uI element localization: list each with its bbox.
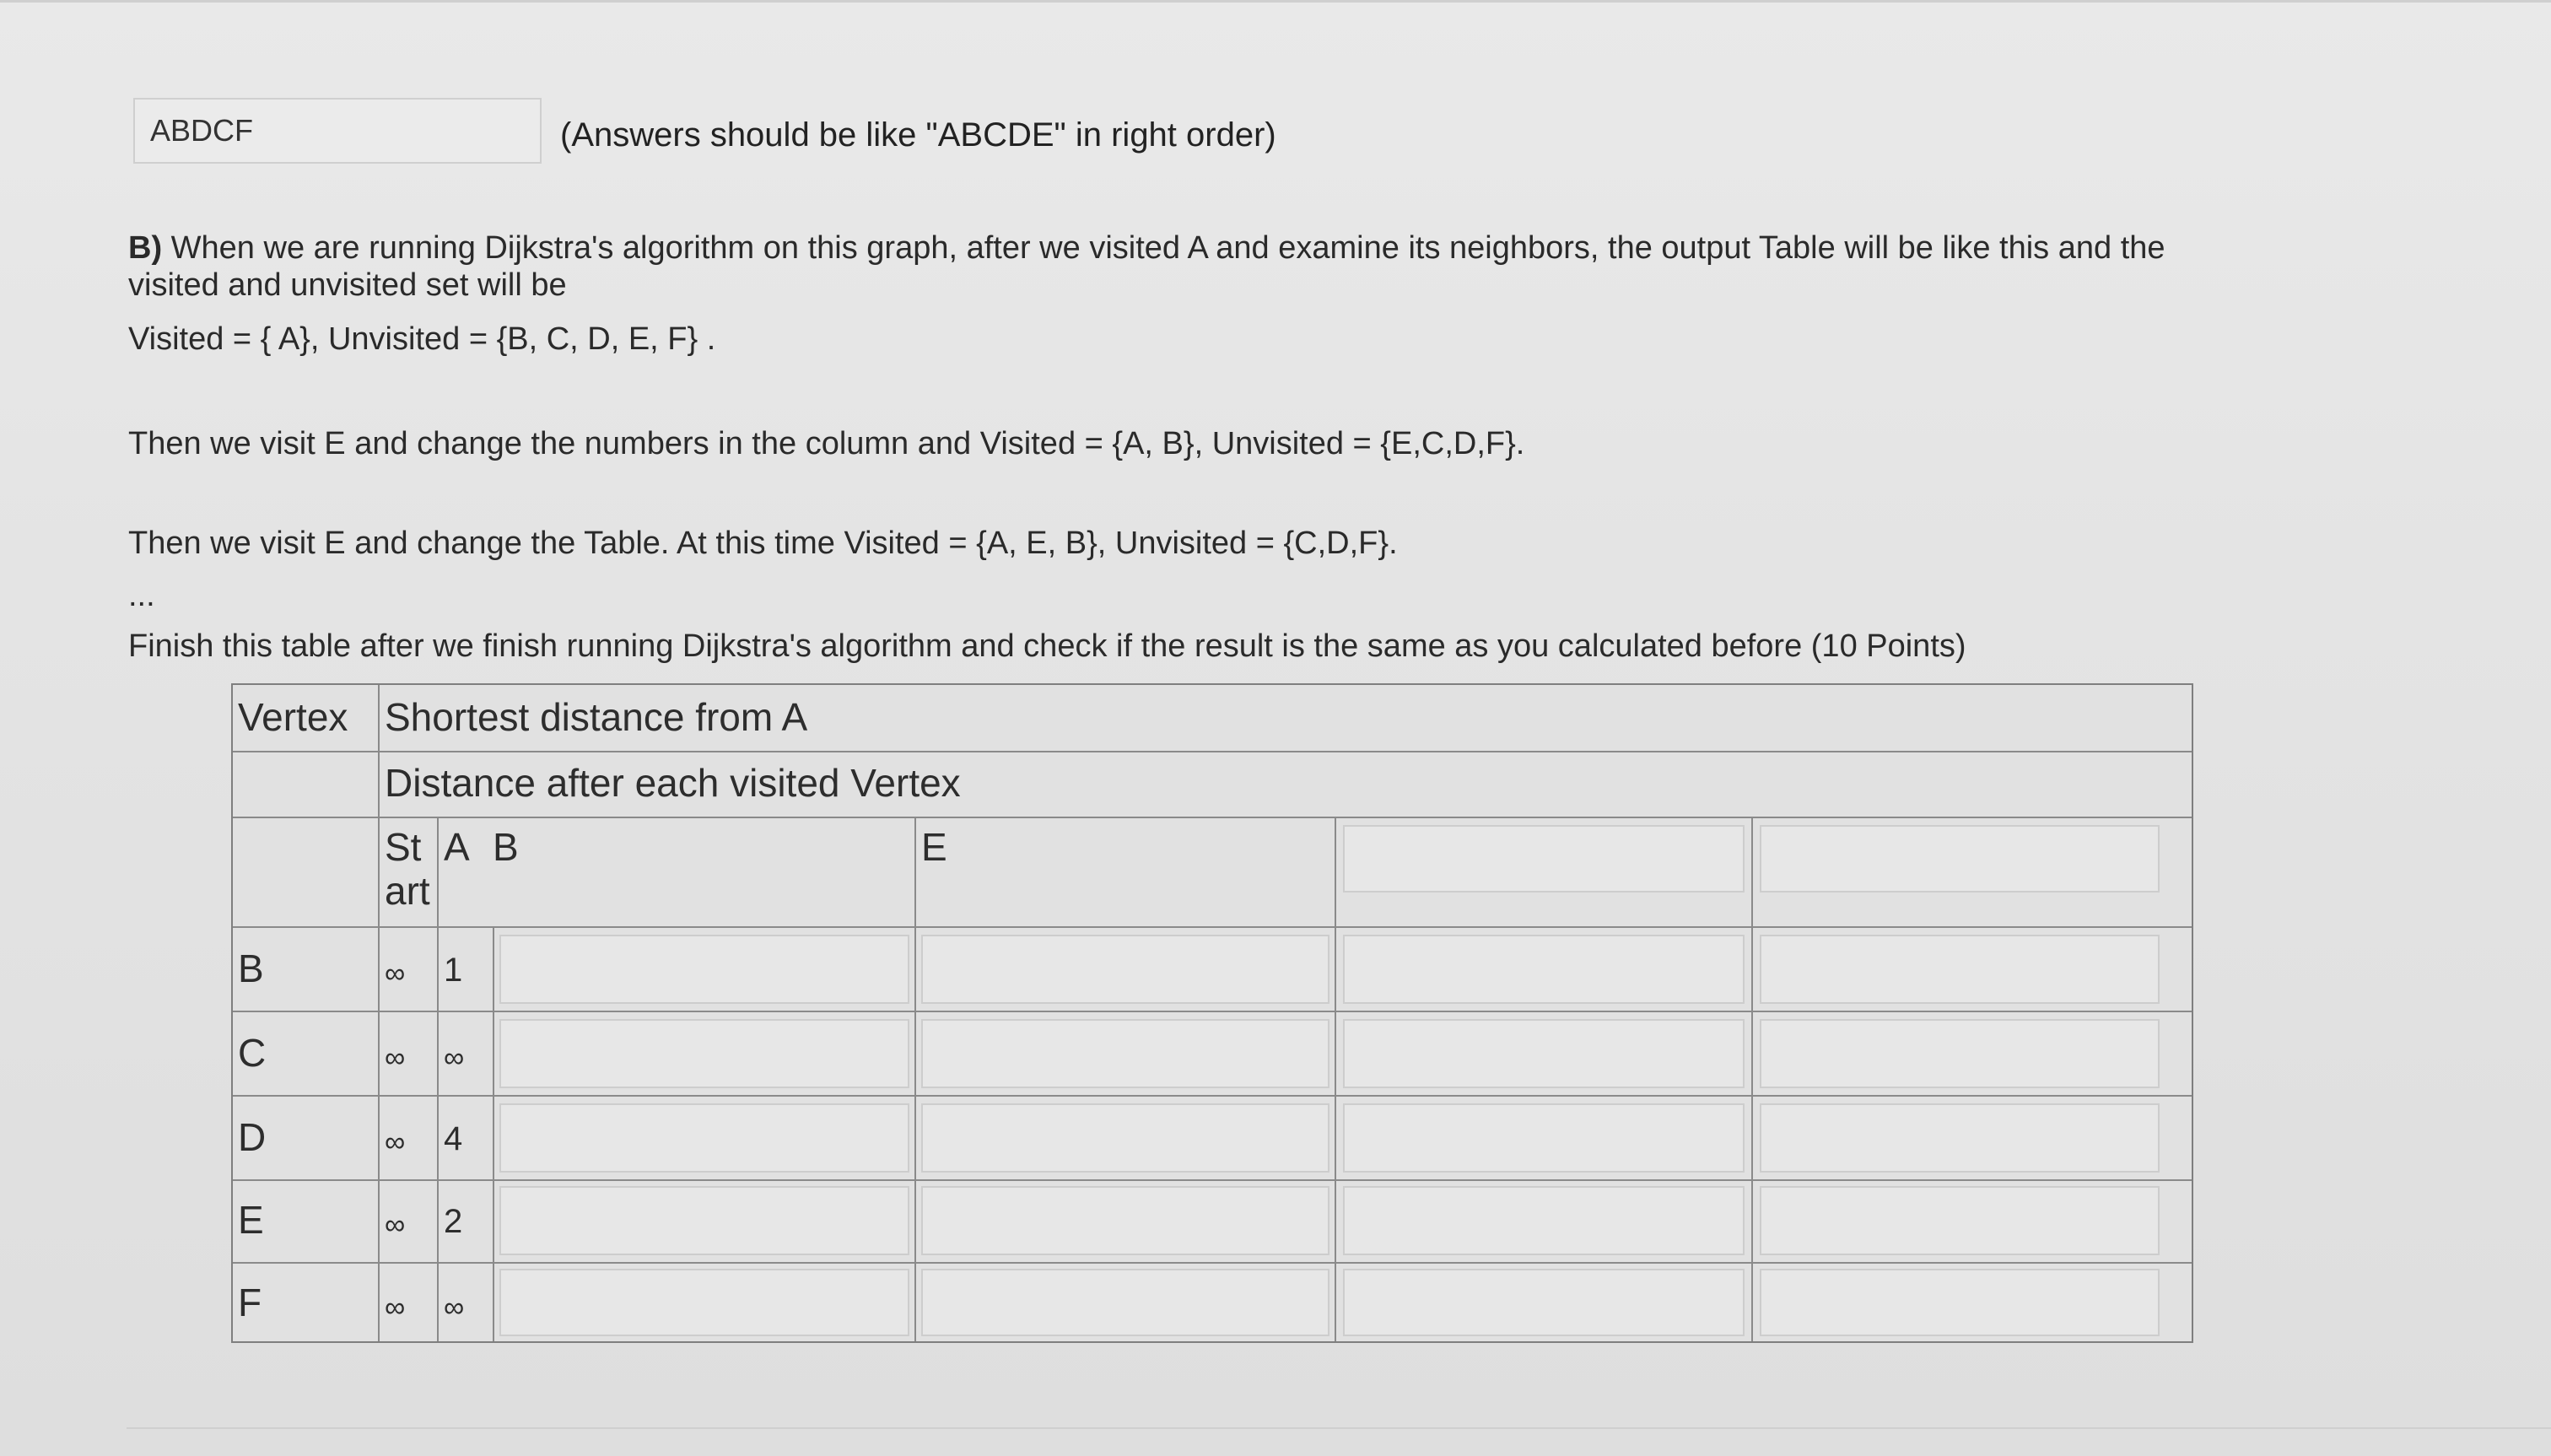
header-input-5[interactable] (1760, 825, 2160, 892)
col-divider (437, 817, 439, 1341)
then-line-2: Then we visit E and change the Table. At this time Visited = {A, E, B}, Unvisited = {C,D,F}. (128, 526, 1398, 561)
then-line-1: Then we visit E and change the numbers in the column and Visited = {A, B}, Unvisited = {E,C,D,F}. (128, 426, 1525, 461)
row-divider (233, 1011, 2192, 1012)
row-divider (233, 817, 2192, 818)
cell-c-col-4[interactable] (1343, 1019, 1745, 1088)
distance-after-header: Distance after each visited Vertex (385, 761, 961, 805)
cell-d-col-5[interactable] (1760, 1103, 2160, 1173)
row-divider (233, 1095, 2192, 1097)
bottom-divider (127, 1427, 2551, 1429)
row-divider (233, 926, 2192, 928)
cell-f-col-4[interactable] (1343, 1269, 1745, 1336)
cell-c-col-e[interactable] (921, 1019, 1329, 1088)
cell-f-col-b[interactable] (499, 1269, 909, 1336)
shortest-distance-header: Shortest distance from A (385, 695, 808, 739)
question-b-label: B) (128, 230, 163, 266)
col-divider (1751, 817, 1753, 1341)
finish-instruction: Finish this table after we finish running Dijkstra's algorithm and check if the result is the same as you calculated before (10 Points) (128, 628, 1966, 664)
cell-b-col-e[interactable] (921, 935, 1329, 1004)
start-d-value: ∞ (385, 1126, 406, 1158)
col-divider (914, 817, 916, 1341)
a-e-value: 2 (444, 1203, 463, 1240)
cell-c-col-5[interactable] (1760, 1019, 2160, 1088)
question-b-text: When we are running Dijkstra's algorithm on this graph, after we visited A and examine its neighbors, the output Table will be like this and the visited and unvisited set will be (128, 230, 2165, 303)
col-divider (378, 685, 380, 1341)
start-e-value: ∞ (385, 1209, 406, 1241)
cell-f-col-e[interactable] (921, 1269, 1329, 1336)
cell-c-col-b[interactable] (499, 1019, 909, 1088)
row-divider (233, 751, 2192, 752)
vertex-d-label: D (238, 1115, 267, 1159)
col-b-header: B (493, 825, 519, 869)
start-b-value: ∞ (385, 957, 406, 990)
cell-f-col-5[interactable] (1760, 1269, 2160, 1336)
cell-d-col-e[interactable] (921, 1103, 1329, 1173)
col-a-header: A (444, 825, 470, 869)
col-divider (1335, 817, 1336, 1341)
cell-e-col-4[interactable] (1343, 1186, 1745, 1255)
col-e-header: E (921, 825, 947, 869)
start-c-value: ∞ (385, 1042, 406, 1074)
row-divider (233, 1179, 2192, 1181)
dijkstra-table (231, 683, 2193, 1343)
cell-e-col-5[interactable] (1760, 1186, 2160, 1255)
a-b-value: 1 (444, 952, 463, 989)
a-c-value: ∞ (444, 1042, 465, 1074)
cell-b-col-4[interactable] (1343, 935, 1745, 1004)
header-input-4[interactable] (1343, 825, 1745, 892)
col-divider (493, 926, 494, 1341)
answer-hint: (Answers should be like "ABCDE" in right order) (560, 116, 1276, 154)
a-d-value: 4 (444, 1120, 463, 1157)
vertex-c-label: C (238, 1031, 267, 1075)
vertex-b-label: B (238, 946, 264, 990)
cell-e-col-e[interactable] (921, 1186, 1329, 1255)
top-divider (0, 0, 2551, 3)
question-b-paragraph (128, 229, 2203, 304)
vertex-e-label: E (238, 1198, 264, 1242)
cell-e-col-b[interactable] (499, 1186, 909, 1255)
start-f-value: ∞ (385, 1292, 406, 1324)
row-divider (233, 1262, 2192, 1264)
cell-d-col-4[interactable] (1343, 1103, 1745, 1173)
visited-line-1: Visited = { A}, Unvisited = {B, C, D, E, F} . (128, 321, 716, 357)
cell-d-col-b[interactable] (499, 1103, 909, 1173)
vertex-f-label: F (238, 1281, 262, 1324)
vertex-header: Vertex (238, 695, 348, 739)
cell-b-col-5[interactable] (1760, 935, 2160, 1004)
col-start-header: St art (385, 825, 430, 913)
ellipsis: ... (128, 578, 155, 613)
cell-b-col-b[interactable] (499, 935, 909, 1004)
answer-input[interactable] (133, 98, 542, 164)
a-f-value: ∞ (444, 1292, 465, 1324)
